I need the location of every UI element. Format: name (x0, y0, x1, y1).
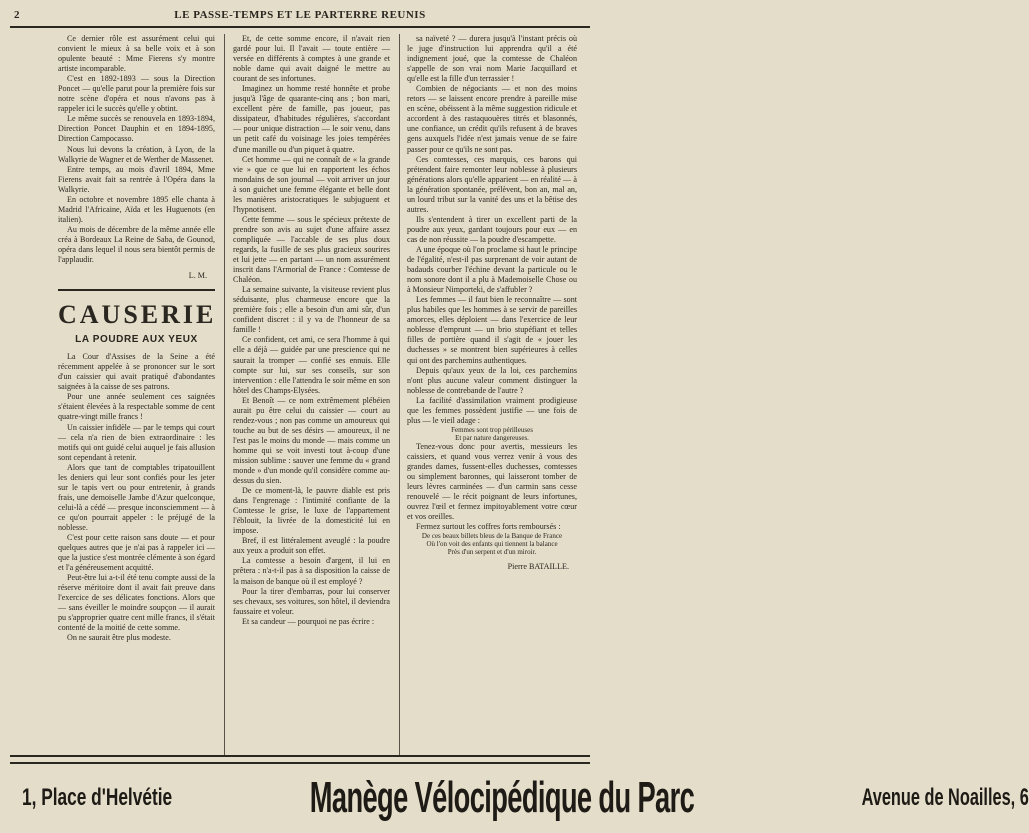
column-1 (58, 34, 215, 755)
paragraph: Depuis qu'aux yeux de la loi, ces parchemins n'ont plus aucune valeur comment distinguer la noblesse de contrebande de l'autre ? (407, 365, 577, 395)
paragraph: Pour une année seulement ces saignées s'étaient élevées à la respectable somme de cent quatre-vingt mille francs ! (58, 392, 215, 422)
paragraph: Un caissier infidèle — par le temps qui court — cela n'a rien de bien extraordinaire : les motifs qui ont guidé celui auquel je fais allusion sont cependant à retenir. (58, 422, 215, 462)
paragraph: La comtesse a besoin d'argent, il lui en prêtera : n'a-t-il pas à sa disposition la caisse de la maison de banque où il est employé ? (233, 556, 390, 586)
paragraph: Alors que tant de comptables tripatouillent les deniers qui leur sont confiés pour les jeter sur le tapis vert ou pour entretenir, à grands frais, une demoiselle Jambe d'Azur quelconque, celui-là a cédé — presque inconsciemment — à ce qu'on pourrait appeler : le préjugé de la noblesse. (58, 462, 215, 532)
paragraph: En octobre et novembre 1895 elle chanta à Madrid l'Africaine, Aïda et les Huguenots (en italien). (58, 194, 215, 224)
signature: L. M. (188, 271, 207, 281)
paragraph: Pour la tirer d'embarras, pour lui conserver ses chevaux, ses voitures, son hôtel, il deviendra faussaire et voleur. (233, 586, 390, 616)
paragraph: C'est pour cette raison sans doute — et pour quelques autres que je n'ai pas à rappeler ici — que la justice s'est montrée clémente à son égard et l'a généreusement acquitté. (58, 533, 215, 573)
paragraph: Combien de négociants — et non des moins retors — se laissent encore prendre à pareille mise en scène, obéissent à la même suggestion ridicule et accordent à des rastaquouères titrés et blasonnés, une confiance, un crédit qu'ils refusent à de braves gens auxquels l'idée n'est jamais venue de se faire passer pour ce qu'ils ne sont pas. (407, 84, 577, 154)
paragraph: La facilité d'assimilation vraiment prodigieuse que les femmes possèdent justifie — une fois de plus — le vieil adage : (407, 395, 577, 425)
paragraph: Ils s'entendent à tirer un excellent parti de la poudre aux yeux, gardant toujours pour eux — en cas de non réussite — la poudre d'escampette. (407, 214, 577, 244)
ad-address-left: 1, Place d'Helvétie (22, 784, 173, 811)
verse-line: Où l'on voit des enfants qui tiennent la balance (426, 540, 558, 549)
paragraph: Au mois de décembre de la même année elle créa à Bordeaux La Reine de Saba, de Gounod, opéra dans lequel il nous sera bientôt permis de l'applaudir. (58, 224, 215, 265)
paragraph: Ce dernier rôle est assurément celui qui convient le mieux à sa belle voix et à son opulente beauté : Mme Fierens s'y montre artiste incomparable. (58, 34, 215, 74)
article-subtitle: LA POUDRE AUX YEUX (75, 334, 198, 346)
column-divider (224, 34, 225, 755)
paragraph: Tenez-vous donc pour avertis, messieurs les caissiers, et quand vous verrez venir à vous des grandes dames, fussent-elles duchesses, comtesses ou simplement baronnes, qui laisseront tomber de leurs lèvres carminées — d'un carmin sans cesse renouvelé — le récit poignant de leurs infortunes, ouvrez l'œil et fermez impitoyablement votre cœur et vos oreilles. (407, 441, 577, 522)
paragraph: Ce confident, cet ami, ce sera l'homme à qui elle a déjà — guidée par une prescience qui ne saurait la tromper — confié ses ennuis. Elle compte sur lui, sur ses conseils, sur son intervention : elle l'attendra le soir même en son hôtel des Champs-Elysées. (233, 335, 390, 395)
paragraph: Et sa candeur — pourquoi ne pas écrire : (242, 616, 375, 626)
paragraph: C'est en 1892-1893 — sous la Direction Poncet — qu'elle parut pour la première fois sur notre scène d'opéra et nous n'avons pas à rappeler ici le succès qu'elle y obtint. (58, 74, 215, 114)
header-rule (10, 26, 590, 28)
column-3 (407, 34, 577, 755)
journal-title: LE PASSE-TEMPS ET LE PARTERRE REUNIS (174, 9, 426, 21)
column-divider (399, 34, 400, 755)
paragraph: A une époque où l'on proclame si haut le principe de l'égalité, n'est-il pas surprenant de voir autant de badauds courber l'échine devant la particule ou le nom sonore dont il a plu à Mademoiselle Chose ou à Monsieur Nimporteki, de s'affubler ? (407, 244, 577, 295)
paragraph: Cet homme — qui ne connaît de « la grande vie » que ce que lui en rapportent les échos mondains de son journal — voit arriver un jour à son guichet une femme élégante et belle dont les manières aristocratiques le subjuguent et l'hypnotisent. (233, 154, 390, 214)
footer-rule (10, 755, 590, 757)
paragraph: Imaginez un homme resté honnête et probe jusqu'à l'âge de quarante-cinq ans ; bon mari, excellent père de famille, pas joueur, pas dissipateur, d'habitudes régulières, s'accordant — pour unique distraction — le soir venu, dans un petit café du voisinage les joies tempérées d'une manille ou d'un piquet à quatre. (233, 84, 390, 154)
paragraph: Les femmes — il faut bien le reconnaître — sont plus habiles que les hommes à se servir de pareilles amorces, elles déploient — dans l'exercice de leur noblesse d'emprunt — un brio stupéfiant et telles filles de portière quand il s'agit de « jouer les duchesses » se montrent bien supérieures à celles qui ont des parchemins authentiques. (407, 295, 577, 365)
paragraph: Peut-être lui a-t-il été tenu compte aussi de la réserve méritoire dont il avait fait preuve dans l'exercice de ses délicates fonctions. Alors que — sans éveiller le moindre soupçon — il aurait pu s'approprier quatre cent mille francs, il s'était contenté de la moitié de cette somme. (58, 573, 215, 633)
ad-name: Manège Vélocipédique du Parc (309, 773, 695, 822)
paragraph: Entre temps, au mois d'avril 1894, Mme Fierens avait fait sa rentrée à l'Opéra dans la Walkyrie. (58, 164, 215, 194)
column-2 (233, 34, 390, 755)
paragraph: Et, de cette somme encore, il n'avait rien gardé pour lui. Il l'avait — toute entière — versée en différents à comptes à une grande et noble dame qui avait daigné le mettre au courant de ses infortunes. (233, 34, 390, 84)
ad-address-right: Avenue de Noailles, 6 (861, 784, 1029, 811)
section-title: CAUSERIE (58, 300, 217, 330)
section-separator (58, 289, 215, 291)
paragraph: La Cour d'Assises de la Seine a été récemment appelée à se prononcer sur le sort d'un caissier qui avait pratiqué d'abondantes saignées à la caisse de ses patrons. (58, 352, 215, 392)
paragraph: Fermez surtout les coffres forts remboursés : (416, 522, 561, 532)
page-header (14, 6, 586, 24)
paragraph: Nous lui devons la création, à Lyon, de la Walkyrie de Wagner et de Werther de Massenet. (58, 144, 215, 164)
page-number: 2 (14, 9, 20, 21)
paragraph: Bref, il est littéralement aveuglé : la poudre aux yeux a produit son effet. (233, 536, 390, 556)
paragraph: sa naïveté ? — durera jusqu'à l'instant précis où le juge d'instruction lui apprendra qu'il a été indignement joué, que la comtesse de Chaléon s'appelle de son vrai nom Marie Jacquillard et qu'elle est la fille d'un terrassier ! (407, 34, 577, 84)
paragraph: Le même succès se renouvela en 1893-1894, Direction Poncet Dauphin et en 1894-1895, Direction Campocasso. (58, 114, 215, 144)
verse-line: De ces beaux billets bleus de la Banque de France (421, 532, 563, 541)
advertisement-banner (22, 768, 1029, 828)
paragraph: La semaine suivante, la visiteuse revient plus séduisante, plus charmeuse encore que la première fois ; elle a besoin d'un ami sûr, d'un confident discret : il y va de l'honneur de sa famille ! (233, 285, 390, 335)
verse-line: Et par nature dangereuses. (455, 433, 529, 442)
signature: Pierre BATAILLE. (507, 562, 569, 572)
paragraph: Et Benoît — ce nom extrêmement plébéien aurait pu être celui du caissier — court au rendez-vous ; non pas comme un amoureux qui touche au but de ses désirs — amoureux, il ne l'est pas le moins du monde — mais comme un homme qui se voit investi tout à-coup d'une mission sublime : sauver une femme du « grand monde » d'un monde qu'il considère comme au-dessus du sien. (233, 395, 390, 486)
footer-rule (10, 762, 590, 764)
paragraph: De ce moment-là, le pauvre diable est pris dans l'engrenage : l'intimité confiante de la Comtesse le grise, le luxe de l'appartement l'éblouit, la livrée de la domesticité lui en impose. (233, 486, 390, 536)
paragraph: Cette femme — sous le spécieux prétexte de prendre son avis au sujet d'une affaire assez compliquée — l'accable de ses plus doux regards, la fusille de ses plus gracieux sourires et lui jette — en partant — un nom assurément inscrit dans l'Armorial de France : Comtesse de Chaléon. (233, 214, 390, 285)
paragraph: On ne saurait être plus modeste. (67, 633, 171, 643)
verse-line: Femmes sont trop périlleuses (451, 425, 533, 434)
paragraph: Ces comtesses, ces marquis, ces barons qui prétendent faire remonter leur noblesse à plusieurs générations alors qu'elle apparient — en réalité — à la génération spontanée, prélèvent, bon an, mal an, un lourd tribut sur la vanité des uns et la bêtise des autres. (407, 154, 577, 214)
verse-line: Près d'un serpent et d'un miroir. (447, 548, 537, 557)
